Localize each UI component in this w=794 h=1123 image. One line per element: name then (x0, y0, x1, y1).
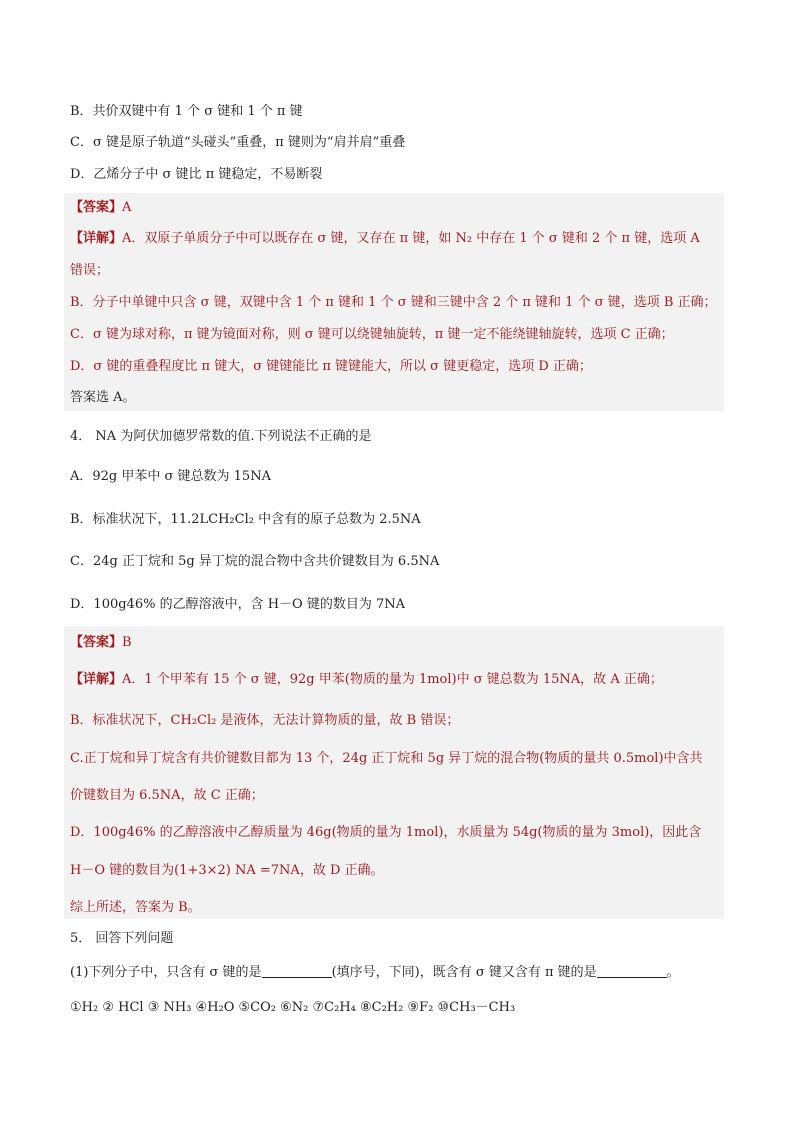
q4-option-b: B．标准状况下，11.2LCH₂Cl₂ 中含有的原子总数为 2.5NA (70, 512, 421, 527)
q5-molecule-list: ①H₂ ② HCl ③ NH₃ ④H₂O ⑤CO₂ ⑥N₂ ⑦C₂H₄ ⑧C₂H₂ ⑨F₂ ⑩CH₃－CH₃ (70, 1000, 516, 1015)
answer-value: A (122, 200, 132, 215)
prev-option-d: D．乙烯分子中 σ 键比 π 键稳定，不易断裂 (70, 167, 323, 182)
answer-tag: 【答案】 (70, 635, 123, 650)
q4-answer-line (70, 634, 132, 652)
prev-option-c: C．σ 键是原子轨道“头碰头”重叠，π 键则为“肩并肩”重叠 (70, 135, 406, 150)
detail-tag: 【详解】 (70, 231, 123, 246)
q4-detail-c-1: C.正丁烷和异丁烷含有共价键数目都为 13 个，24g 正丁烷和 5g 异丁烷的混合物(物质的量共 0.5mol)中含共 (70, 751, 703, 766)
q4-stem (70, 428, 371, 446)
detail-text: A．双原子单质分子中可以既存在 σ 键，又存在 π 键，如 N₂ 中存在 1 个 σ 键和 2 个 π 键，选项 A (122, 231, 700, 246)
prev-detail-a-2: 错误； (70, 263, 110, 278)
prev-detail-b: B．分子中单键中只含 σ 键，双键中含 1 个 π 键和 1 个 σ 键和三键中含 2 个 π 键和 1 个 σ 键，选项 B 正确； (70, 295, 717, 310)
answer-tag: 【答案】 (70, 200, 123, 215)
answer-value: B (122, 635, 132, 650)
prev-option-b: B．共价双键中有 1 个 σ 键和 1 个 π 键 (70, 104, 303, 119)
q4-stem-text: NA 为阿伏加德罗常数的值.下列说法不正确的是 (95, 429, 372, 444)
q4-detail-a (70, 671, 663, 689)
q4-option-a: A．92g 甲苯中 σ 键总数为 15NA (70, 469, 271, 484)
q5-part1-a: (1)下列分子中，只含有 σ 键的是 (70, 965, 262, 980)
prev-detail-a-1 (70, 230, 700, 248)
q4-detail-d-1: D．100g46% 的乙醇溶液中乙醇质量为 46g(物质的量为 1mol)，水质量为 54g(物质的量为 3mol)，因此含 (70, 825, 702, 840)
prev-answer-line (70, 199, 131, 217)
detail-tag: 【详解】 (70, 672, 123, 687)
q4-option-c: C．24g 正丁烷和 5g 异丁烷的混合物中含共价键数目为 6.5NA (70, 554, 440, 569)
q4-detail-b: B．标准状况下，CH₂Cl₂ 是液体，无法计算物质的量，故 B 错误； (70, 713, 460, 728)
q4-option-d: D．100g46% 的乙醇溶液中，含 H－O 键的数目为 7NA (70, 597, 406, 612)
answer-blank-1[interactable] (262, 963, 332, 978)
prev-conclusion: 答案选 A。 (70, 390, 136, 405)
prev-detail-d: D．σ 键的重叠程度比 π 键大，σ 键键能比 π 键键能大，所以 σ 键更稳定，选项 D 正确； (70, 359, 592, 374)
q4-number: 4． (70, 429, 92, 444)
prev-detail-c: C．σ 键为球对称，π 键为镜面对称，则 σ 键可以绕键轴旋转，π 键一定不能绕键轴旋转，选项 C 正确； (70, 327, 674, 342)
q5-stem-text: 回答下列问题 (95, 931, 174, 946)
detail-text: A．1 个甲苯有 15 个 σ 键，92g 甲苯(物质的量为 1mol)中 σ 键总数为 15NA，故 A 正确； (122, 672, 663, 687)
q5-part1-b: (填序号，下同)，既含有 σ 键又含有 π 键的是 (331, 965, 597, 980)
q5-stem (70, 930, 173, 948)
q5-part1-end: 。 (666, 965, 680, 980)
q5-part1 (70, 963, 680, 982)
q4-detail-c-2: 价键数目为 6.5NA，故 C 正确； (70, 788, 264, 803)
q4-conclusion: 综上所述，答案为 B。 (70, 900, 201, 915)
q4-detail-d-2: H－O 键的数目为(1+3×2) NA =7NA，故 D 正确。 (70, 863, 384, 878)
answer-blank-2[interactable] (597, 963, 667, 978)
q5-number: 5． (70, 931, 92, 946)
